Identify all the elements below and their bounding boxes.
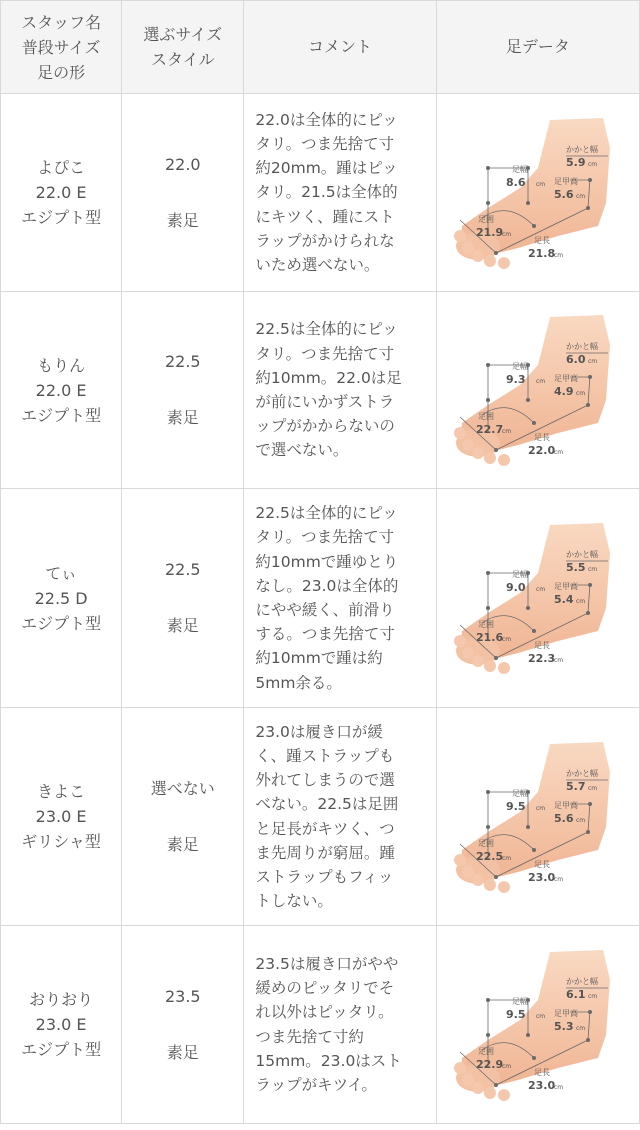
comment-line: 23.0は履き口が緩 — [255, 722, 383, 741]
comment-cell — [244, 489, 436, 708]
width-value: 9.5 — [505, 799, 526, 813]
choice-cell — [122, 292, 244, 489]
foot-diagram — [438, 513, 638, 683]
choice-size: 22.5 — [164, 560, 201, 579]
width-label: 足幅 — [511, 996, 528, 1006]
girth-value: 22.9 — [475, 1057, 503, 1071]
comment-line: にやや緩く、前滑り — [255, 601, 395, 619]
girth-label: 足囲 — [477, 838, 494, 848]
header-comment: コメント — [244, 1, 436, 94]
heel-value: 5.7 — [565, 779, 586, 793]
girth-unit: cm — [501, 428, 511, 435]
length-unit: cm — [553, 251, 563, 259]
comment-line: 23.5は履き口がやや — [255, 954, 399, 973]
staff-name: きよこ — [37, 782, 86, 801]
header-staff — [1, 1, 122, 94]
length-value: 23.0 — [527, 1078, 555, 1092]
arch-label: 足甲高 — [553, 374, 578, 383]
style: 素足 — [166, 1042, 199, 1062]
comment-line: 15mm。23.0はスト — [255, 1051, 402, 1070]
comment-line: で選べない。 — [255, 441, 349, 460]
length-unit: cm — [553, 449, 563, 456]
length-label: 足長 — [533, 235, 550, 245]
girth-unit: cm — [501, 230, 511, 238]
arch-value: 5.3 — [553, 1019, 574, 1033]
comment-line: 22.5は全体的にピッ — [255, 504, 398, 523]
comment-line: タリ。つま先捨て寸 — [255, 528, 395, 547]
girth-label: 足囲 — [477, 1046, 494, 1056]
choice-cell — [122, 708, 244, 926]
heel-unit: cm — [587, 160, 597, 168]
header-staff-line: 普段サイズ — [21, 37, 101, 57]
style: 素足 — [166, 408, 199, 427]
arch-value: 5.4 — [553, 593, 574, 606]
comment-line: が前にいかずストラ — [255, 393, 395, 411]
table-header-row — [1, 1, 640, 94]
staff-cell — [1, 708, 122, 926]
girth-unit: cm — [501, 636, 511, 643]
comment-line: ストラップもフィッ — [255, 867, 394, 886]
length-value: 23.0 — [527, 870, 555, 884]
header-staff-line: 足の形 — [37, 62, 86, 82]
header-choice-line: 選ぶサイズ — [143, 25, 223, 44]
heel-label: かかと幅 — [565, 144, 598, 154]
comment-line: れ以外はピッタリ。 — [255, 1003, 394, 1022]
comment-line: 22.5は全体的にピッ — [255, 320, 398, 339]
length-unit: cm — [553, 657, 563, 664]
foot-data-cell — [436, 489, 639, 708]
girth-unit: cm — [501, 854, 511, 862]
table-row — [1, 926, 640, 1124]
choice-cell — [122, 94, 244, 292]
header-foot-data: 足データ — [436, 1, 639, 94]
length-label: 足長 — [533, 859, 550, 869]
heel-value: 6.1 — [565, 987, 586, 1001]
length-value: 22.3 — [527, 652, 555, 665]
length-unit: cm — [553, 875, 563, 883]
comment-line: ラップがかけられな — [255, 231, 395, 250]
width-unit: cm — [535, 378, 545, 385]
comment-line: 約10mm。22.0は足 — [255, 368, 402, 387]
staff-cell — [1, 489, 122, 708]
girth-label: 足囲 — [477, 214, 494, 224]
comment-line: 緩めのピッタリでそ — [255, 979, 395, 998]
comment-line: 外れてしまうので選 — [255, 771, 395, 790]
foot-shape: エジプト型 — [21, 208, 102, 227]
comment-line: する。つま先捨て寸 — [255, 625, 395, 644]
comment-line: にキツく、踵にスト — [255, 207, 395, 226]
foot-shape: エジプト型 — [21, 1040, 102, 1059]
heel-unit: cm — [587, 566, 597, 573]
table-row — [1, 489, 640, 708]
girth-label: 足囲 — [477, 620, 494, 629]
comment-line: 22.0は全体的にピッ — [255, 110, 398, 129]
style: 素足 — [166, 210, 199, 230]
comment-line: ップがかからないの — [255, 417, 395, 436]
header-staff-line: スタッフ名 — [21, 12, 102, 32]
heel-unit: cm — [587, 992, 597, 1000]
foot-shape: エジプト型 — [21, 405, 102, 425]
length-value: 21.8 — [527, 246, 555, 260]
width-unit: cm — [535, 586, 545, 593]
girth-value: 22.5 — [475, 849, 503, 863]
girth-value: 21.9 — [475, 225, 503, 239]
arch-unit: cm — [575, 816, 585, 824]
length-label: 足長 — [533, 1067, 550, 1077]
comment-line: タリ。21.5は全体的 — [255, 183, 398, 202]
comment-line: 約10mmで踵ゆとり — [255, 552, 399, 571]
usual-size: 22.0 E — [35, 183, 87, 202]
table-row — [1, 94, 640, 292]
arch-label: 足甲高 — [553, 1008, 578, 1018]
table-row — [1, 292, 640, 489]
girth-value: 22.7 — [475, 423, 503, 436]
comment-line: いため選べない。 — [255, 256, 380, 274]
comment-line: べない。22.5は足囲 — [255, 795, 399, 814]
foot-data-cell — [436, 708, 639, 926]
heel-label: かかと幅 — [565, 550, 598, 559]
comment-line: と足長がキツく、つ — [255, 819, 395, 838]
foot-shape: エジプト型 — [21, 613, 102, 633]
staff-cell — [1, 94, 122, 292]
staff-name: おりおり — [29, 990, 94, 1009]
width-label: 足幅 — [511, 164, 528, 174]
table-row — [1, 708, 640, 926]
style: 素足 — [166, 834, 199, 854]
arch-value: 5.6 — [553, 811, 574, 825]
width-label: 足幅 — [511, 362, 528, 371]
comment-cell — [244, 926, 436, 1124]
staff-name: よぴこ — [37, 158, 86, 177]
length-label: 足長 — [533, 641, 550, 650]
comment-line: なし。23.0は全体的 — [255, 576, 399, 595]
arch-label: 足甲高 — [553, 582, 578, 591]
width-value: 9.5 — [505, 1007, 526, 1021]
foot-data-cell — [436, 926, 639, 1124]
width-unit: cm — [535, 1012, 545, 1020]
arch-value: 4.9 — [553, 385, 574, 398]
girth-value: 21.6 — [475, 631, 503, 644]
foot-diagram — [438, 940, 638, 1110]
style: 素足 — [166, 616, 199, 635]
foot-data-cell — [436, 94, 639, 292]
choice-cell — [122, 926, 244, 1124]
foot-shape: ギリシャ型 — [21, 832, 101, 851]
staff-name: もりん — [37, 355, 86, 375]
comment-cell — [244, 292, 436, 489]
choice-cell — [122, 489, 244, 708]
foot-svg — [438, 305, 638, 475]
comment-line: つま先捨て寸約 — [255, 1027, 364, 1046]
width-value: 9.3 — [505, 373, 526, 386]
girth-unit: cm — [501, 1062, 511, 1070]
heel-value: 5.9 — [565, 155, 586, 169]
staff-name: てぃ — [45, 563, 77, 583]
comment-line: 5mm余る。 — [255, 673, 342, 692]
comment-line: 約10mmで踵は約 — [255, 649, 383, 668]
width-unit: cm — [535, 180, 545, 188]
comment-line: タリ。つま先捨て寸 — [255, 344, 395, 363]
girth-label: 足囲 — [477, 412, 494, 421]
heel-value: 5.5 — [565, 561, 586, 574]
comment-line: トしない。 — [255, 892, 333, 911]
width-label: 足幅 — [511, 788, 528, 798]
foot-svg — [438, 940, 638, 1110]
foot-diagram — [438, 305, 638, 475]
comment-cell — [244, 708, 436, 926]
arch-unit: cm — [575, 1024, 585, 1032]
usual-size: 23.0 E — [35, 807, 87, 826]
comment-line: タリ。つま先捨て寸 — [255, 134, 395, 153]
foot-svg — [438, 513, 638, 683]
choice-size: 23.5 — [164, 986, 201, 1006]
foot-diagram — [438, 108, 638, 278]
comment-line: 約20mm。踵はピッ — [255, 159, 398, 178]
arch-unit: cm — [575, 598, 585, 605]
foot-svg — [438, 732, 638, 902]
choice-size: 22.5 — [164, 352, 201, 371]
staff-cell — [1, 292, 122, 489]
length-value: 22.0 — [527, 444, 555, 457]
usual-size: 22.0 E — [35, 380, 87, 400]
staff-cell — [1, 926, 122, 1124]
foot-diagram — [438, 732, 638, 902]
heel-unit: cm — [587, 784, 597, 792]
width-unit: cm — [535, 804, 545, 812]
usual-size: 23.0 E — [35, 1015, 87, 1034]
header-choice — [122, 1, 244, 94]
length-unit: cm — [553, 1083, 563, 1091]
width-label: 足幅 — [511, 570, 528, 579]
arch-unit: cm — [575, 390, 585, 397]
width-value: 9.0 — [505, 581, 526, 594]
comment-line: く、踵ストラップも — [255, 746, 395, 765]
arch-unit: cm — [575, 192, 585, 200]
arch-value: 5.6 — [553, 187, 574, 201]
heel-value: 6.0 — [565, 353, 586, 366]
comment-cell — [244, 94, 436, 292]
width-value: 8.6 — [505, 175, 526, 189]
heel-label: かかと幅 — [565, 768, 598, 778]
header-choice-line: スタイル — [150, 50, 215, 69]
foot-data-cell — [436, 292, 639, 489]
heel-unit: cm — [587, 358, 597, 365]
arch-label: 足甲高 — [553, 800, 578, 810]
comment-line: ま先周りが窮屈。踵 — [255, 843, 395, 862]
heel-label: かかと幅 — [565, 976, 598, 986]
heel-label: かかと幅 — [565, 342, 598, 351]
choice-size: 22.0 — [164, 154, 201, 174]
comment-line: ラップがキツイ。 — [255, 1075, 377, 1094]
arch-label: 足甲高 — [553, 176, 578, 186]
length-label: 足長 — [533, 433, 550, 442]
usual-size: 22.5 D — [34, 588, 88, 608]
choice-size: 選べない — [150, 778, 215, 798]
foot-svg — [438, 108, 638, 278]
